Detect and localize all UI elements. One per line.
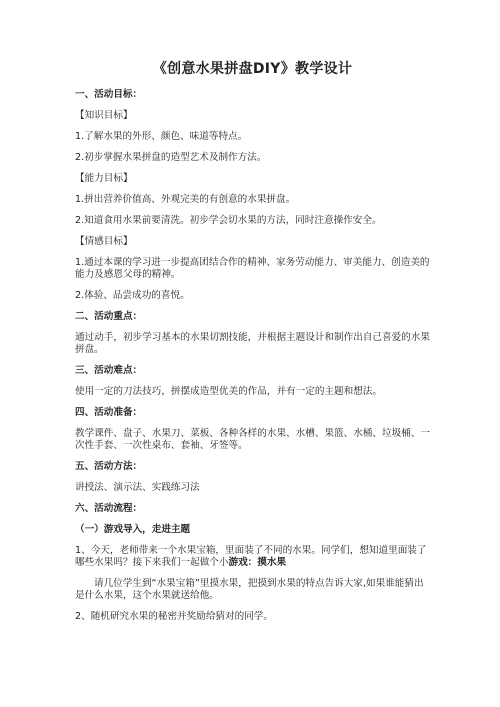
key-points-text: 通过动手，初步学习基本的水果切割技能，并根据主题设计和制作出自己喜爱的水果拼盘。	[75, 332, 430, 355]
knowledge-goal-2: 2.初步掌握水果拼盘的造型艺术及制作方法。	[75, 152, 267, 163]
emotion-goals-label: 【情感目标】	[75, 236, 133, 247]
section-heading-process: 六、活动流程：	[75, 503, 143, 514]
ability-goal-1: 1.拼出营养价值高、外观完美的有创意的水果拼盘。	[75, 194, 296, 205]
process-paragraph-1-text: 1、今天，老师带来一个水果宝箱，里面装了不同的水果。同学们，想知道里面装了哪些水果吗？接下来我们一起做个小	[75, 545, 427, 568]
section-heading-methods: 五、活动方法：	[75, 461, 143, 472]
process-paragraph-2: 请几位学生到“水果宝箱”里摸水果，把摸到水果的特点告诉大家,如果谁能猜出是什么水果，这个水果就送给他。	[75, 578, 424, 601]
ability-goals-label: 【能力目标】	[75, 173, 133, 184]
section-heading-objectives: 一、活动目标：	[75, 89, 143, 100]
emotion-goal-1: 1.通过本课的学习进一步提高团结合作的精神、家务劳动能力、审美能力、创造美的能力及感恩父母的精神。	[75, 257, 430, 280]
document-page	[75, 60, 430, 632]
section-heading-key-points: 二、活动重点：	[75, 311, 143, 322]
methods-text: 讲授法、演示法、实践练习法	[75, 482, 200, 493]
section-heading-difficulties: 三、活动难点：	[75, 365, 143, 376]
section-heading-preparation: 四、活动准备：	[75, 407, 143, 418]
knowledge-goals-label: 【知识目标】	[75, 110, 133, 121]
ability-goal-2: 2.知道食用水果前要清洗。初步学会切水果的方法，同时注意操作安全。	[75, 215, 382, 226]
preparation-text: 教学课件、盘子、水果刀、菜板、各种各样的水果、水槽、果篮、水桶、垃圾桶、一次性手套、一次性桌布、套袖、牙签等。	[75, 428, 430, 451]
emotion-goal-2: 2.体验、品尝成功的喜悦。	[75, 290, 190, 301]
process-paragraph-3: 2、随机研究水果的秘密并奖励给猜对的同学。	[75, 611, 273, 622]
knowledge-goal-1: 1.了解水果的外形、颜色、味道等特点。	[75, 131, 248, 142]
process-subheading-1: （一）游戏导入，走进主题	[75, 524, 191, 535]
process-paragraph-1	[75, 545, 430, 569]
difficulties-text: 使用一定的刀法技巧，拼摆成造型优美的作品，并有一定的主题和想法。	[75, 386, 382, 397]
document-title: 《创意水果拼盘DIY》教学设计	[152, 61, 353, 77]
process-paragraph-1-game: 游戏：摸水果	[228, 557, 287, 568]
